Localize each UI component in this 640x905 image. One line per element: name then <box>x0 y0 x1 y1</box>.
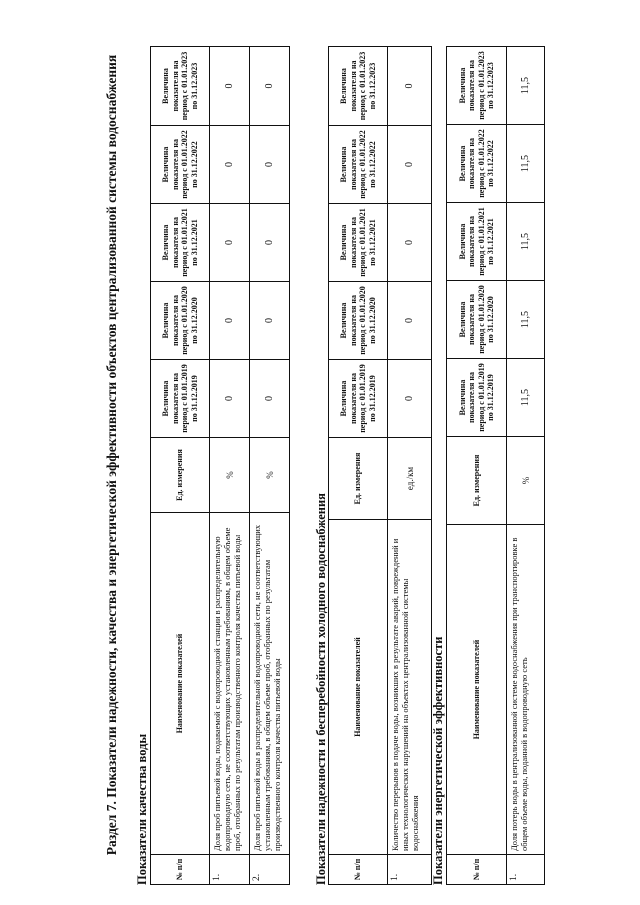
energy-table <box>446 46 545 885</box>
row-value: 11,5 <box>507 281 545 359</box>
header-unit: Ед. измерения <box>329 438 388 520</box>
header-period: Величина показателя на период с 01.01.2023 по 31.12.2023 <box>329 47 388 126</box>
header-name: Наименование показателей <box>447 525 507 855</box>
header-period: Величина показателя на период с 01.01.2023 по 31.12.2023 <box>447 47 507 125</box>
header-period: Величина показателя на период с 01.01.2022 по 31.12.2022 <box>447 125 507 203</box>
header-row <box>447 47 507 885</box>
header-period: Величина показателя на период с 01.01.2021 по 31.12.2021 <box>447 203 507 281</box>
row-value: 11,5 <box>507 47 545 125</box>
header-row <box>329 47 388 885</box>
row-value: 0 <box>250 126 290 204</box>
row-name: Доля потерь воды в централизованной системе водоснабжения при транспортировке в общем объеме воды, поданной в водопроводную сеть <box>507 525 545 855</box>
row-value: 0 <box>388 360 432 438</box>
row-value: 0 <box>210 204 250 282</box>
header-period: Величина показателя на период с 01.01.2021 по 31.12.2021 <box>329 204 388 282</box>
table-row <box>250 47 290 885</box>
header-unit: Ед. измерения <box>151 438 210 513</box>
table-row <box>210 47 250 885</box>
table-row <box>388 47 432 885</box>
row-unit: % <box>210 438 250 513</box>
header-period: Величина показателя на период с 01.01.2020 по 31.12.2020 <box>329 282 388 360</box>
row-num: 2. <box>250 855 290 885</box>
row-value: 0 <box>210 360 250 438</box>
row-value: 0 <box>388 47 432 126</box>
section-title: Раздел 7. Показатели надежности, качества и энергетической эффективности объектов централизованной системы водоснабжения <box>104 54 119 856</box>
header-unit: Ед. измерения <box>447 437 507 525</box>
row-value: 11,5 <box>507 203 545 281</box>
row-value: 0 <box>388 126 432 204</box>
header-period: Величина показателя на период с 01.01.2020 по 31.12.2020 <box>151 282 210 360</box>
reliability-table <box>328 46 432 885</box>
reliability-section-title: Показатели надежности и бесперебойности холодного водоснабжения <box>314 493 328 885</box>
row-name: Доля проб питьевой воды, подаваемой с водопроводной станции в распределительную водопроводную сеть, не соответствующих установленным требованиям, в общем объеме проб, отобранных по результатам производственного контроля качества питьевой воды <box>210 513 250 855</box>
header-num: № п/п <box>151 855 210 885</box>
header-period: Величина показателя на период с 01.01.2022 по 31.12.2022 <box>151 126 210 204</box>
row-num: 1. <box>388 855 432 885</box>
table-row <box>507 47 545 885</box>
header-period: Величина показателя на период с 01.01.2019 по 31.12.2019 <box>151 360 210 438</box>
header-row <box>151 47 210 885</box>
header-period: Величина показателя на период с 01.01.2020 по 31.12.2020 <box>447 281 507 359</box>
row-value: 0 <box>250 360 290 438</box>
header-period: Величина показателя на период с 01.01.2021 по 31.12.2021 <box>151 204 210 282</box>
row-unit: % <box>250 438 290 513</box>
header-num: № п/п <box>447 855 507 885</box>
row-value: 0 <box>388 204 432 282</box>
header-period: Величина показателя на период с 01.01.2022 по 31.12.2022 <box>329 126 388 204</box>
row-value: 0 <box>210 282 250 360</box>
row-value: 11,5 <box>507 359 545 437</box>
energy-section-title: Показатели энергетической эффективности <box>431 636 445 885</box>
row-unit: % <box>507 437 545 525</box>
row-name: Количество перерывов в подаче воды, возникших в результате аварий, повреждений и иных технологических нарушений на объектах централизованной системы водоснабжения <box>388 520 432 855</box>
quality-section-title: Показатели качества воды <box>135 733 149 885</box>
header-name: Наименование показателей <box>329 520 388 855</box>
row-value: 0 <box>250 47 290 126</box>
header-num: № п/п <box>329 855 388 885</box>
row-value: 0 <box>250 282 290 360</box>
row-name: Доля проб питьевой воды в распределительной водопроводной сети, не соответствующих установленным требованиям, в общем объеме проб, отобранных по результатам производственного контроля качества питьевой воды <box>250 513 290 855</box>
quality-table <box>150 46 290 885</box>
header-period: Величина показателя на период с 01.01.2023 по 31.12.2023 <box>151 47 210 126</box>
row-value: 0 <box>388 282 432 360</box>
row-unit: ед./км <box>388 438 432 520</box>
row-value: 11,5 <box>507 125 545 203</box>
header-period: Величина показателя на период с 01.01.2019 по 31.12.2019 <box>329 360 388 438</box>
row-value: 0 <box>250 204 290 282</box>
row-value: 0 <box>210 47 250 126</box>
row-value: 0 <box>210 126 250 204</box>
header-period: Величина показателя на период с 01.01.2019 по 31.12.2019 <box>447 359 507 437</box>
header-name: Наименование показателей <box>151 513 210 855</box>
row-num: 1. <box>507 855 545 885</box>
row-num: 1. <box>210 855 250 885</box>
